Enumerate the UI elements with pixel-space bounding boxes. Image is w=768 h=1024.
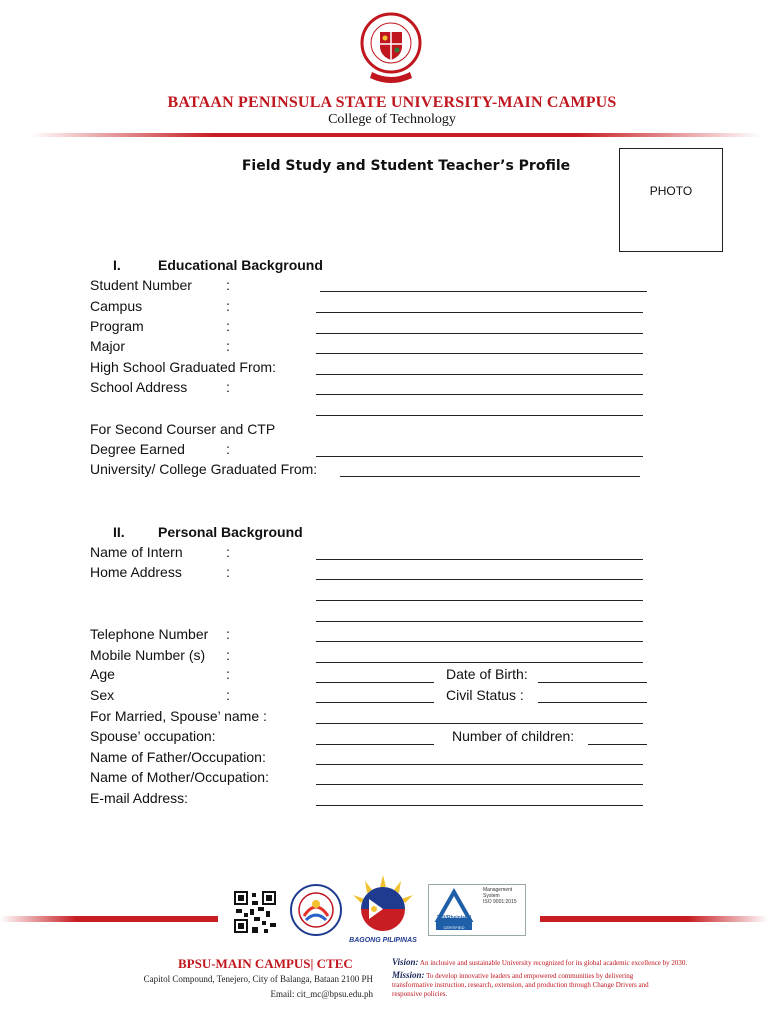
colon: : [226, 666, 230, 682]
tuv-certification-badge [428, 884, 526, 936]
label-telephone: Telephone Number [90, 626, 209, 642]
university-name: BATAAN PENINSULA STATE UNIVERSITY-MAIN CAMPUS [167, 94, 617, 111]
colon: : [226, 338, 230, 354]
tuv-line-3: ISO 9001:2015 [483, 899, 517, 905]
name-of-intern-field[interactable] [316, 559, 643, 560]
sex-field[interactable] [316, 702, 434, 703]
label-sex: Sex [90, 687, 115, 703]
home-address-field-2[interactable] [316, 600, 643, 601]
home-address-field-3[interactable] [316, 621, 643, 622]
college-name: College of Technology [328, 112, 456, 127]
label-degree-earned: Degree Earned [90, 441, 185, 457]
label-university-college: University/ College Graduated From: [90, 461, 318, 477]
tuv-certified: CERTIFIED [443, 925, 465, 930]
date-of-birth-field[interactable] [538, 682, 647, 683]
label-student-number: Student Number [90, 277, 192, 293]
major-field[interactable] [316, 353, 643, 354]
label-second-course: For Second Courser and CTP [90, 421, 276, 437]
footer-campus-name: BPSU-MAIN CAMPUS| CTEC [178, 956, 353, 971]
colon: : [226, 379, 230, 395]
label-spouse-name: For Married, Spouse’ name : [90, 708, 267, 724]
footer-email[interactable]: Email: cit_mc@bpsu.edu.ph [270, 989, 373, 999]
student-number-field[interactable] [320, 291, 647, 292]
label-name-of-intern: Name of Intern [90, 544, 183, 560]
footer-divider-right [540, 916, 768, 922]
footer-address: Capitol Compound, Tenejero, City of Balanga, Bataan 2100 PH [143, 974, 373, 984]
label-spouse-occupation: Spouse’ occupation: [90, 728, 216, 744]
label-father: Name of Father/Occupation: [90, 749, 266, 765]
label-civil-status: Civil Status : [446, 687, 524, 703]
colon: : [226, 687, 230, 703]
form-title: Field Study and Student Teacher’s Profile [241, 158, 571, 174]
degree-earned-field[interactable] [316, 456, 643, 457]
school-address-field[interactable] [316, 394, 643, 395]
qr-code-icon [232, 889, 278, 935]
high-school-field[interactable] [316, 374, 643, 375]
header-divider [30, 133, 760, 137]
colon: : [226, 626, 230, 642]
vision-block [392, 958, 722, 968]
number-of-children-field[interactable] [588, 744, 647, 745]
mobile-field[interactable] [316, 662, 643, 663]
colon: : [226, 298, 230, 314]
label-major: Major [90, 338, 126, 354]
label-email: E-mail Address: [90, 790, 189, 806]
label-program: Program [90, 318, 144, 334]
section-2-number: II. [113, 524, 125, 540]
bagong-pilipinas-logo-icon [343, 873, 423, 947]
label-mobile: Mobile Number (s) [90, 647, 206, 663]
bagong-pilipinas-label: BAGONG PILIPINAS [349, 937, 417, 944]
label-mother: Name of Mother/Occupation: [90, 769, 269, 785]
vision-text: An inclusive and sustainable University recognized for its global academic excellence by 2030. [419, 959, 688, 967]
quality-award-badge-icon [289, 882, 343, 942]
university-seal-icon [360, 12, 422, 86]
label-number-of-children: Number of children: [452, 728, 575, 744]
photo-box [619, 148, 723, 252]
colon: : [226, 647, 230, 663]
campus-field[interactable] [316, 312, 643, 313]
colon: : [226, 318, 230, 334]
colon: : [226, 441, 230, 457]
vision-label: Vision: [392, 957, 419, 967]
father-field[interactable] [316, 764, 643, 765]
label-campus: Campus [90, 298, 143, 314]
section-1-title: Educational Background [158, 257, 323, 273]
label-age: Age [90, 666, 115, 682]
tuv-brand: TÜVRheinland [436, 915, 472, 921]
label-home-address: Home Address [90, 564, 182, 580]
university-college-field[interactable] [340, 476, 640, 477]
colon: : [226, 564, 230, 580]
age-field[interactable] [316, 682, 434, 683]
school-address-field-2[interactable] [316, 415, 643, 416]
spouse-occupation-field[interactable] [316, 744, 434, 745]
spouse-name-field[interactable] [316, 723, 643, 724]
label-school-address: School Address [90, 379, 188, 395]
telephone-field[interactable] [316, 641, 643, 642]
program-field[interactable] [316, 333, 643, 334]
label-high-school: High School Graduated From: [90, 359, 276, 375]
email-field[interactable] [316, 805, 643, 806]
mission-block [392, 971, 662, 999]
section-1-number: I. [113, 257, 121, 273]
tuv-line-1: Management [483, 887, 513, 893]
home-address-field[interactable] [316, 579, 643, 580]
mission-text: To develop innovative leaders and empowered communities by delivering transformative instruction, research, extension, and production through Change Drivers and responsive policies. [392, 972, 649, 998]
photo-label: PHOTO [649, 184, 693, 198]
mother-field[interactable] [316, 784, 643, 785]
colon: : [226, 544, 230, 560]
civil-status-field[interactable] [538, 702, 647, 703]
section-2-title: Personal Background [158, 524, 303, 540]
colon: : [226, 277, 230, 293]
footer-divider-left [0, 916, 218, 922]
mission-label: Mission: [392, 970, 425, 980]
label-date-of-birth: Date of Birth: [446, 666, 528, 682]
tuv-line-2: System [483, 893, 500, 899]
